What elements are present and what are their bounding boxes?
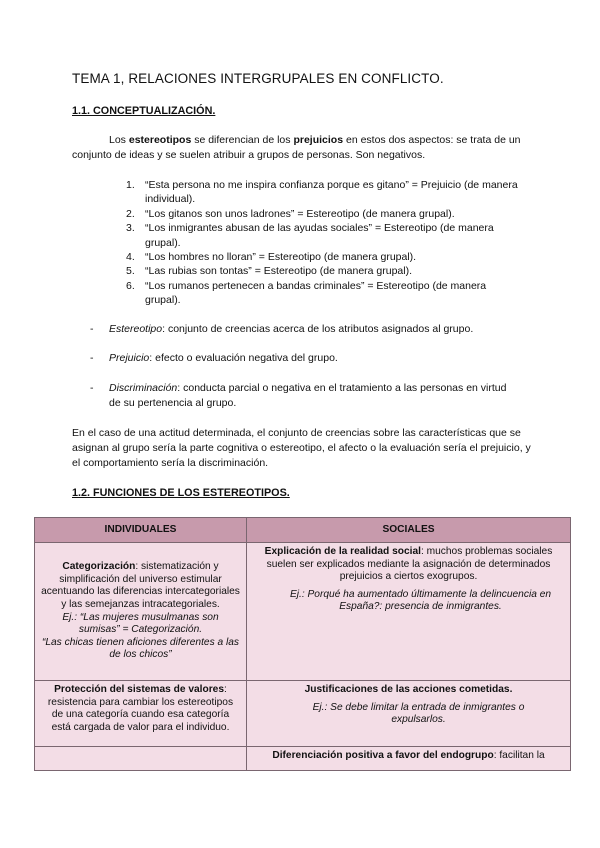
definition-term: Discriminación [109,382,178,394]
intro-text-2: se diferencian de los [191,134,294,146]
examples-list [118,178,518,308]
table-row [35,681,571,747]
list-item [118,178,518,207]
definition-text: : conjunto de creencias acerca de los atributos asignados al grupo. [162,323,474,335]
header-sociales: SOCIALES [247,518,571,543]
cell-proteccion [35,681,247,747]
list-number: 2. [126,207,135,220]
dash-marker: - [90,323,94,335]
table-row [35,747,571,771]
list-item-text: “Los rumanos pertenecen a bandas criminales” = Estereotipo (de manera grupal). [145,279,487,307]
cell-diferenciacion [247,747,571,771]
cell-term: Protección del sistemas de valores [54,684,225,695]
list-number: 4. [126,251,135,264]
list-item [118,207,518,221]
dash-marker: - [90,352,94,364]
cell-example: Ej.: “Las mujeres musulmanas son sumisas” = Categorización. [62,611,219,636]
definition-estereotipo [90,322,520,337]
definition-text: : conducta parcial o negativa en el tratamiento a las personas en virtud de su pertenencia al grupo. [109,382,507,409]
document-title: TEMA 1, RELACIONES INTERGRUPALES EN CONFLICTO. [72,71,444,86]
section-heading-conceptualizacion: 1.1. CONCEPTUALIZACIÓN. [72,105,216,117]
cell-text: : muchos problemas sociales suelen ser explicados mediante la asignación de determinados prejuicios a ciertos exogrupos. [266,546,553,583]
cell-example: Ej.: Porqué ha aumentado últimamente la delincuencia en España?: presencia de inmigrantes. [289,588,552,613]
definition-discriminacion [90,381,520,411]
list-number: 3. [126,222,135,235]
cell-empty [35,747,247,771]
intro-text-3: en estos dos aspectos: se trata de un conjunto de ideas y se suelen atribuir a grupos de personas. Son negativos. [72,134,521,162]
list-item [118,279,518,308]
list-item-text: “Esta persona no me inspira confianza porque es gitano” = Prejuicio (de manera individual). [145,179,518,206]
cell-explicacion [247,543,571,681]
cell-text: : resistencia para cambiar los estereotipos de una categoría cuando esa categoría está cargada de valor para el individuo. [47,684,234,733]
functions-table [34,517,571,771]
cell-justificaciones [247,681,571,747]
term-prejuicios: prejuicios [293,134,344,146]
cell-example: Ej.: Se debe limitar la entrada de inmigrantes o expulsarlos. [312,701,525,726]
term-estereotipos: estereotipos [128,134,192,146]
definition-term: Estereotipo [109,323,163,335]
cell-term: Diferenciación positiva a favor del endogrupo [272,750,494,761]
cell-categorizacion [35,543,247,681]
definition-text: : efecto o evaluación negativa del grupo. [149,352,338,364]
list-item-text: “Los gitanos son unos ladrones” = Estereotipo (de manera grupal). [145,207,455,220]
table-row [35,543,571,681]
list-item-text: “Los inmigrantes abusan de las ayudas sociales” = Estereotipo (de manera grupal). [145,222,494,249]
intro-text-1: Los [109,134,129,146]
list-item-text: “Los hombres no lloran” = Estereotipo (de manera grupal). [145,251,417,264]
list-item [118,264,518,278]
dash-marker: - [90,382,94,394]
list-number: 1. [126,179,135,191]
list-item [118,221,518,250]
cell-term: Justificaciones de las acciones cometidas. [304,684,513,695]
table-header-row [35,518,571,543]
cell-term: Categorización [62,561,136,573]
list-number: 6. [126,279,135,292]
cell-text: : facilitan la [493,750,545,761]
intro-paragraph [72,133,532,163]
definition-prejuicio [90,351,520,366]
list-number: 5. [126,265,135,278]
header-individuales: INDIVIDUALES [35,518,247,543]
cell-example: “Las chicas tienen aficiones diferentes a las de los chicos” [41,636,240,661]
cell-text: : sistematización y simplificación del universo estimular acentuando las diferencias intercategoriales y las semejanzas intracategoriales. [41,561,240,610]
list-item [118,250,518,264]
cell-term: Explicación de la realidad social [264,546,421,557]
definition-term: Prejuicio [109,352,150,364]
section-heading-funciones: 1.2. FUNCIONES DE LOS ESTEREOTIPOS. [72,487,290,499]
closing-paragraph: En el caso de una actitud determinada, el conjunto de creencias sobre las características que se asignan al grupo sería la parte cognitiva o estereotipo, el afecto o la evaluación sería el prejuicio, y el comportamiento sería la discriminación. [72,427,531,470]
list-item-text: “Las rubias son tontas” = Estereotipo (de manera grupal). [145,265,413,278]
